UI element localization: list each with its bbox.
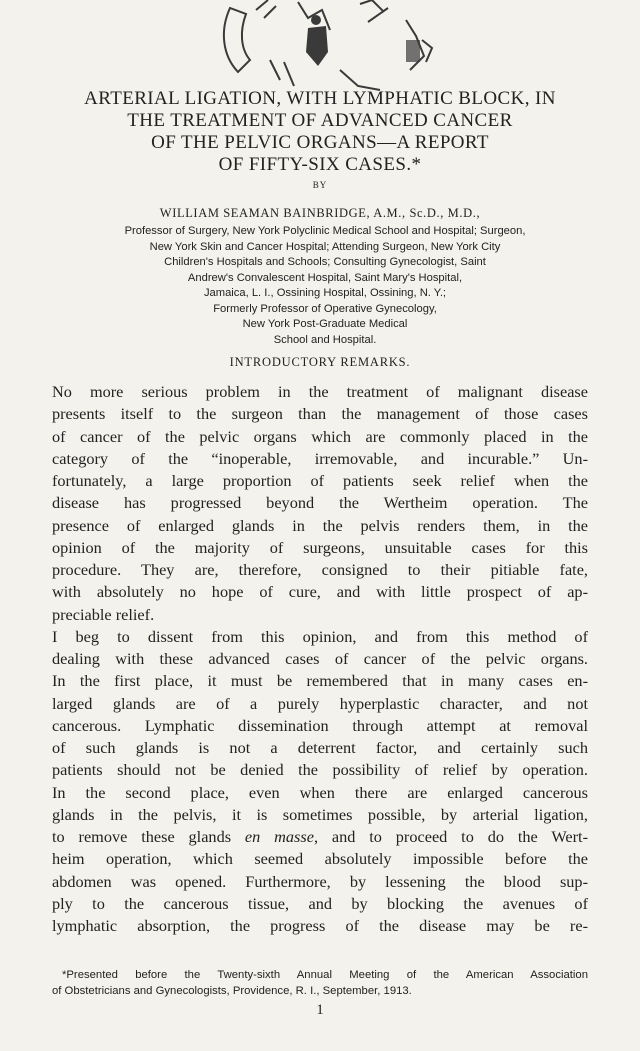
text-line: fortunately, a large proportion of patients seek relief when the (52, 471, 588, 490)
affiliation-line: Professor of Surgery, New York Polyclinic Medical School and Hospital; Surgeon, (124, 225, 526, 237)
text-line: presents itself to the surgeon than the management of those cases (52, 404, 588, 424)
text-line: heim operation, which seemed absolutely impossible before the (52, 849, 588, 869)
paragraph-2 (52, 626, 588, 938)
text-line: In the first place, it must be remembered that in many cases en- (52, 671, 588, 691)
text-line: In the second place, even when there are enlarged cancerous (52, 782, 588, 802)
affiliation-line: New York Post-Graduate Medical (242, 318, 408, 330)
italic-phrase: en masse (244, 827, 314, 846)
footnote-line: *Presented before the Twenty-sixth Annual Meeting of the American Association (62, 969, 588, 981)
title-line: THE TREATMENT OF ADVANCED CANCER (127, 110, 513, 131)
affiliation-line: Formerly Professor of Operative Gynecology, (213, 302, 437, 315)
text-line: procedure. They are, therefore, consigned to their pitiable fate, (52, 560, 588, 579)
text-line: of cancer of the pelvic organs which are commonly placed in the (52, 426, 588, 446)
text-line: I beg to dissent from this opinion, and from this method of (52, 626, 588, 646)
affiliation-line: School and Hospital. (273, 333, 377, 346)
affiliation-line: Jamaica, L. I., Ossining Hospital, Ossining, N. Y.; (203, 287, 447, 299)
affiliation-line: Andrew's Convalescent Hospital, Saint Mary's Hospital, (187, 271, 463, 284)
text-line: category of the “inoperable, irremovable, and incurable.” Un- (52, 448, 588, 468)
author-name: WILLIAM SEAMAN BAINBRIDGE, A.M., Sc.D., M.D., (159, 206, 481, 220)
text-line-en-masse: to remove these glands en masse, and to proceed to do the Wert- (52, 827, 588, 846)
footnote-line: of Obstetricians and Gynecologists, Providence, R. I., September, 1913. (52, 985, 412, 997)
text-line: abdomen was opened. Furthermore, by lessening the blood sup- (52, 871, 588, 891)
title-line: ARTERIAL LIGATION, WITH LYMPHATIC BLOCK, IN (84, 88, 556, 109)
page-number: 1 (316, 1002, 324, 1018)
text-line: glands in the pelvis, it is sometimes possible, by arterial ligation, (52, 804, 588, 824)
paragraph-1 (52, 381, 588, 626)
text-line: dealing with these advanced cases of cancer of the pelvic organs. (52, 649, 588, 668)
text-line: ply to the cancerous tissue, and by blocking the avenues of (52, 893, 588, 913)
title-line: OF FIFTY-SIX CASES.* (218, 154, 422, 175)
text-line: No more serious problem in the treatment of malignant disease (52, 382, 588, 401)
text-line: larged glands are of a purely hyperplastic character, and not (52, 693, 588, 713)
article-title (30, 88, 610, 176)
title-line: OF THE PELVIC ORGANS—A REPORT (151, 132, 489, 153)
author-affiliations (40, 224, 610, 348)
text-line: cancerous. Lymphatic dissemination through attempt at removal (52, 715, 588, 735)
footnote (52, 967, 588, 999)
affiliation-line: Children's Hospitals and Schools; Consulting Gynecologist, Saint (164, 256, 486, 268)
section-heading: INTRODUCTORY REMARKS. (229, 355, 411, 369)
text-line: presence of enlarged glands in the pelvis renders them, in the (52, 515, 588, 535)
text-line: preciable relief. (52, 604, 155, 624)
text-line: with absolutely no hope of cure, and with little prospect of ap- (52, 582, 588, 602)
text-line: lymphatic absorption, the progress of the disease may be re- (52, 916, 588, 935)
text-line: patients should not be denied the possibility of relief by operation. (52, 760, 588, 780)
text-line: opinion of the majority of surgeons, unsuitable cases for this (52, 537, 588, 557)
affiliation-line: New York Skin and Cancer Hospital; Attending Surgeon, New York City (149, 240, 501, 253)
text-line: disease has progressed beyond the Wertheim operation. The (52, 493, 588, 513)
by-label: BY (312, 180, 328, 190)
text-line: of such glands is not a deterrent factor, and certainly such (52, 738, 588, 757)
body-text (52, 381, 588, 937)
